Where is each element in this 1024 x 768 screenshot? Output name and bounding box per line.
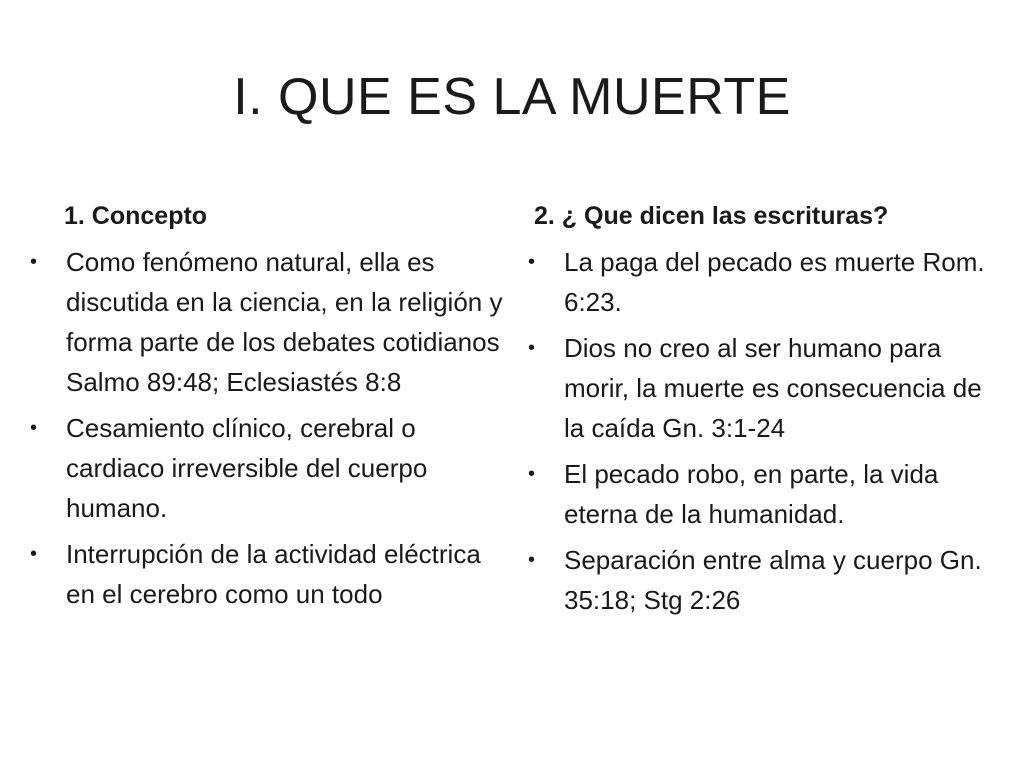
bullet-item (30, 534, 510, 614)
slide-title: I. QUE ES LA MUERTE (233, 68, 791, 126)
bullet-icon: • (30, 417, 38, 439)
right-column (528, 196, 998, 626)
bullet-icon: • (528, 337, 536, 359)
bullet-text: Interrupción de la actividad eléctrica en el cerebro como un todo (66, 539, 481, 609)
bullet-item (528, 540, 998, 620)
right-bullet-list (528, 242, 998, 620)
bullet-item (30, 242, 510, 402)
left-bullet-list (30, 242, 510, 614)
left-column (30, 196, 510, 620)
bullet-icon: • (528, 251, 536, 273)
bullet-text: Dios no creo al ser humano para morir, la muerte es consecuencia de la caída Gn. 3:1-24 (564, 333, 982, 443)
bullet-text: El pecado robo, en parte, la vida eterna de la humanidad. (564, 459, 939, 529)
bullet-text: La paga del pecado es muerte Rom. 6:23. (564, 247, 985, 317)
bullet-text: Separación entre alma y cuerpo Gn. 35:18; Stg 2:26 (564, 545, 982, 615)
bullet-item (30, 408, 510, 528)
bullet-icon: • (30, 543, 38, 565)
left-column-heading: 1. Concepto (64, 202, 208, 230)
bullet-text: Cesamiento clínico, cerebral o cardiaco irreversible del cuerpo humano. (66, 413, 428, 523)
bullet-item (528, 242, 998, 322)
bullet-text: Como fenómeno natural, ella es discutida en la ciencia, en la religión y forma parte de los debates cotidianos Salmo 89:48; Eclesiastés 8:8 (66, 247, 503, 397)
bullet-item (528, 454, 998, 534)
bullet-icon: • (30, 251, 38, 273)
bullet-icon: • (528, 549, 536, 571)
right-column-heading: 2. ¿ Que dicen las escrituras? (534, 202, 889, 230)
bullet-icon: • (528, 463, 536, 485)
bullet-item (528, 328, 998, 448)
